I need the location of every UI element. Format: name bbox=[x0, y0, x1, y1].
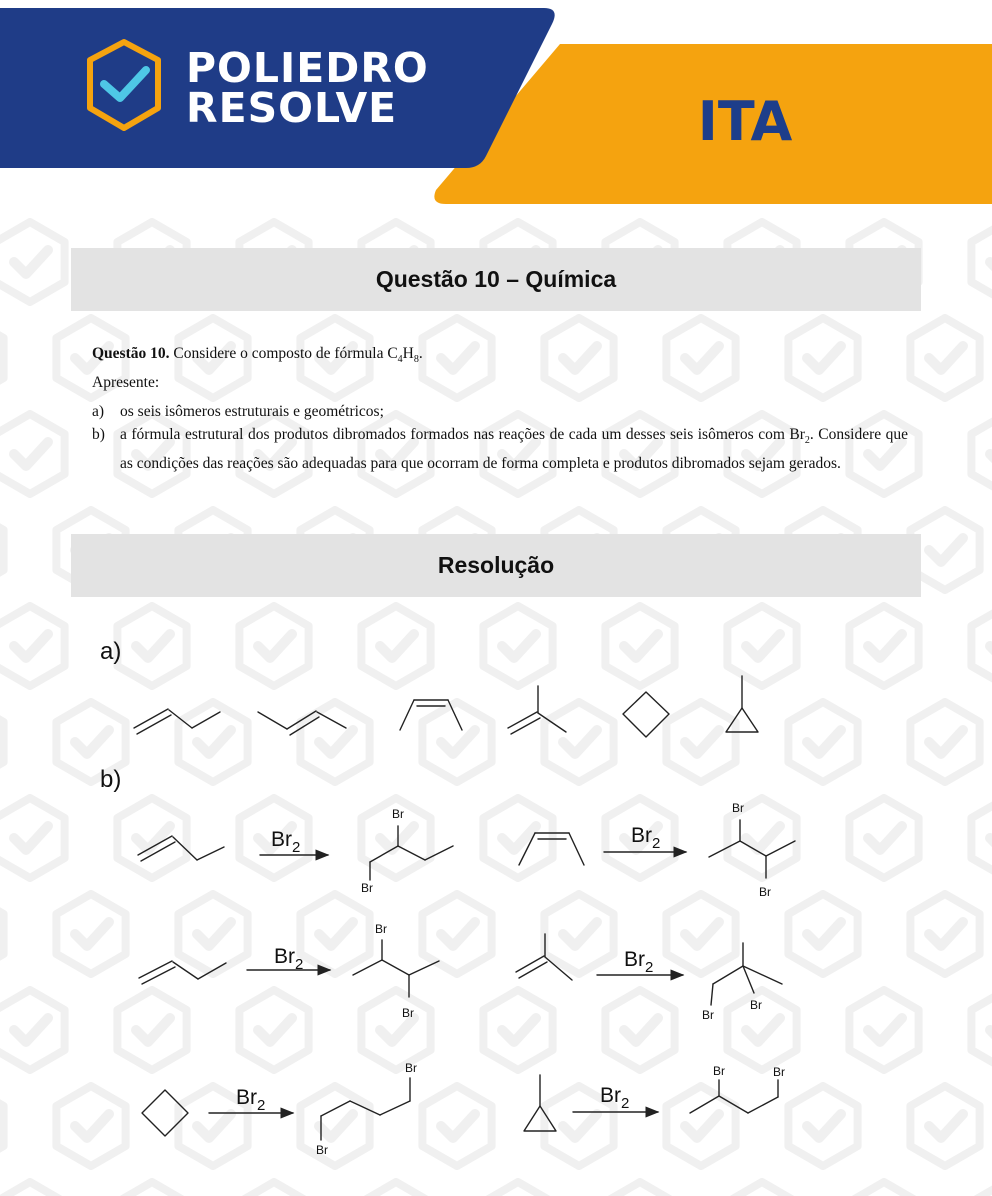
part-b-label: b) bbox=[100, 766, 122, 793]
br-atom-label: Br bbox=[773, 1065, 785, 1079]
br-atom-label: Br bbox=[375, 922, 387, 936]
reactant-isobutene bbox=[516, 934, 572, 980]
product-1-2-dibromobutane bbox=[370, 826, 453, 880]
reagent-br2-label-5: $Br_2$ bbox=[236, 1086, 266, 1114]
isobutene-structure bbox=[508, 686, 566, 734]
cyclobutane-structure bbox=[623, 692, 669, 737]
question-item-b: b) a fórmula estrutural dos produtos dibromados formados nas reações de cada um desses seis isômeros com $Br_2$. Considere que as condições das reações são adequadas para que ocorram de forma completa e produtos dibromados sejam gerados. bbox=[92, 426, 908, 473]
methylcyclopropane-structure bbox=[726, 676, 758, 732]
question-title: Questão 10 – Química bbox=[375, 266, 617, 292]
product-2-3-dibromobutane-2 bbox=[353, 940, 439, 997]
question-heading: Questão 10. bbox=[92, 345, 170, 362]
product-1-2-dibromo-2-methylpropane bbox=[711, 943, 782, 1005]
resolution-title: Resolução bbox=[437, 552, 555, 578]
brand-line-2: RESOLVE bbox=[186, 84, 398, 132]
br-atom-label: Br bbox=[713, 1064, 725, 1078]
br-atom-label: Br bbox=[316, 1143, 328, 1157]
br-atom-label: Br bbox=[732, 801, 744, 815]
reactant-cyclobutane bbox=[142, 1090, 188, 1136]
br-atom-label: Br bbox=[750, 998, 762, 1012]
question-intro: Questão 10. Considere o composto de fórmula $C_4H_8$. bbox=[92, 345, 423, 366]
cis-but-2-ene-structure bbox=[400, 700, 462, 730]
trans-but-2-ene-structure bbox=[258, 711, 346, 735]
br-atom-label: Br bbox=[392, 807, 404, 821]
reagent-br2-label-1: $Br_2$ bbox=[271, 828, 301, 856]
br-atom-label: Br bbox=[405, 1061, 417, 1075]
reactant-cis-but-2-ene bbox=[519, 833, 584, 865]
br-atom-label: Br bbox=[702, 1008, 714, 1022]
reactant-methylcyclopropane bbox=[524, 1075, 556, 1131]
br-atom-label: Br bbox=[759, 885, 771, 899]
reagent-br2-label-2: $Br_2$ bbox=[631, 824, 661, 852]
product-2-3-dibromobutane-1 bbox=[709, 820, 795, 878]
exam-name: ITA bbox=[697, 90, 793, 153]
reactant-but-1-ene bbox=[138, 836, 224, 861]
question-item-a: a) os seis isômeros estruturais e geométricos; bbox=[92, 403, 384, 421]
but-1-ene-structure bbox=[134, 709, 220, 734]
reagent-br2-label-4: $Br_2$ bbox=[624, 948, 654, 976]
br-atom-label: Br bbox=[402, 1006, 414, 1020]
product-1-4-dibromobutane bbox=[321, 1078, 410, 1140]
reagent-br2-label-6: $Br_2$ bbox=[600, 1084, 630, 1112]
reactant-trans-but-2-ene bbox=[139, 961, 226, 984]
part-a-label: a) bbox=[100, 638, 122, 665]
question-line-2: Apresente: bbox=[92, 374, 160, 392]
br-atom-label: Br bbox=[361, 881, 373, 895]
product-1-3-dibromobutane bbox=[690, 1080, 778, 1113]
reagent-br2-label-3: $Br_2$ bbox=[274, 945, 304, 973]
brand-line-1: POLIEDRO bbox=[186, 44, 429, 92]
